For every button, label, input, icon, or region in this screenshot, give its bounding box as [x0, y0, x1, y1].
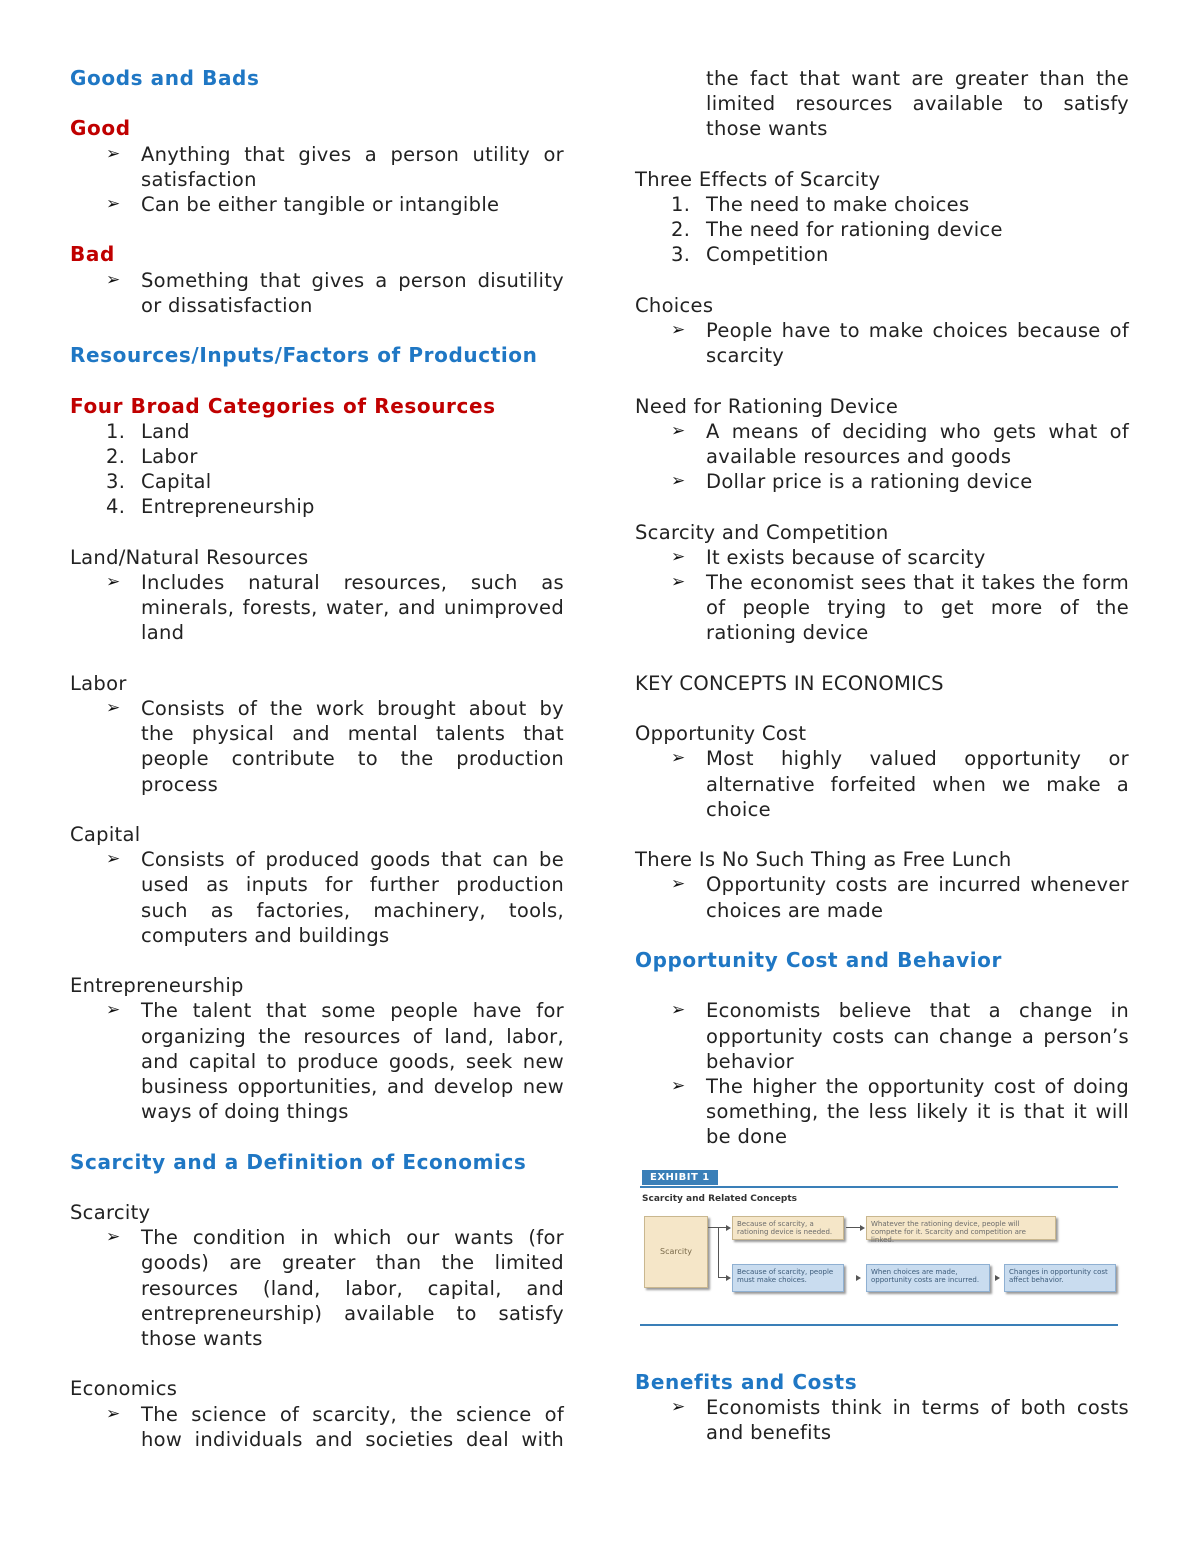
connector-line: [718, 1227, 719, 1277]
free-lunch-list: [635, 872, 1129, 922]
labor-list: [70, 696, 564, 797]
list-item: ➢ Most highly valued opportunity or alternative forfeited when we make a choice: [671, 747, 1129, 821]
arrow-bullet-icon: ➢: [106, 194, 121, 214]
arrow-bullet-icon: ➢: [106, 1403, 121, 1424]
scarcity-list: [70, 1225, 564, 1351]
opportunity-cost-list: [635, 746, 1129, 822]
scarcity-definition-heading: Scarcity and a Definition of Economics: [70, 1149, 527, 1174]
list-item: ➢ The higher the opportunity cost of doing something, the less likely it is that it will be done: [671, 1074, 1129, 1149]
list-item: ➢ The science of scarcity, the science of how individuals and societies deal with: [106, 1402, 564, 1451]
arrow-bullet-icon: ➢: [106, 269, 121, 290]
list-item: ➢ Dollar price is a rationing device: [671, 470, 1033, 494]
connector-line: [718, 1277, 726, 1278]
right-column: [635, 66, 1129, 1445]
arrow-bullet-icon: ➢: [671, 1075, 686, 1096]
list-item: 1. The need to make choices: [671, 193, 970, 216]
opportunity-cost-heading: Opportunity Cost: [635, 722, 807, 746]
list-item: ➢ People have to make choices because of scarcity: [671, 319, 1129, 368]
exhibit-title: Scarcity and Related Concepts: [642, 1193, 798, 1204]
connector-line: [846, 1227, 860, 1228]
list-item: 3. Capital: [106, 470, 212, 494]
labor-heading: Labor: [70, 671, 127, 695]
entrepreneurship-heading: Entrepreneurship: [70, 974, 244, 998]
good-list: [70, 142, 564, 218]
three-effects-list: [635, 192, 1129, 268]
arrow-bullet-icon: ➢: [671, 420, 686, 441]
capital-list: [70, 847, 564, 948]
arrow-head-icon: [726, 1275, 731, 1281]
list-item: 3. Competition: [671, 243, 829, 267]
list-item: ➢ The condition in which our wants (for goods) are greater than the limited resources (land, labor, capital, and entrepreneurship) available to satisfy those wants: [106, 1226, 564, 1350]
list-item: ➢ Includes natural resources, such as minerals, forests, water, and unimproved land: [106, 570, 564, 645]
arrow-bullet-icon: ➢: [671, 546, 686, 567]
list-item: ➢ The talent that some people have for organizing the resources of land, labor, and capital to produce goods, seek new business opportunities, and develop new ways of doing things: [106, 999, 564, 1124]
benefits-heading: Benefits and Costs: [635, 1369, 858, 1394]
competition-heading: Scarcity and Competition: [635, 520, 889, 544]
arrow-bullet-icon: ➢: [671, 748, 686, 769]
list-item: 1. Land: [106, 419, 190, 443]
economics-list: [70, 1402, 564, 1452]
choices-list: [635, 318, 1129, 368]
key-concepts-heading: KEY CONCEPTS IN ECONOMICS: [635, 671, 944, 695]
list-item: ➢ Consists of the work brought about by the physical and mental talents that people contribute to the production process: [106, 696, 564, 796]
left-column: [70, 66, 564, 1452]
resources-heading: Resources/Inputs/Factors of Production: [70, 343, 538, 368]
list-item: ➢ Something that gives a person disutility or dissatisfaction: [106, 268, 564, 317]
list-item: ➢ Economists think in terms of both costs and benefits: [671, 1395, 1129, 1444]
choices-heading: Choices: [635, 293, 714, 317]
arrow-bullet-icon: ➢: [106, 849, 121, 870]
capital-heading: Capital: [70, 822, 141, 846]
competition-list: [635, 545, 1129, 646]
list-item: ➢ Consists of produced goods that can be used as inputs for further production such as factories, machinery, tools, computers and buildings: [106, 848, 564, 947]
arrow-head-icon: [995, 1275, 1000, 1281]
oc-behavior-list: [635, 998, 1129, 1149]
connector-line: [708, 1227, 726, 1228]
list-item: 2. Labor: [106, 444, 198, 468]
arrow-head-icon: [726, 1225, 731, 1231]
arrow-bullet-icon: ➢: [106, 1000, 121, 1021]
list-item: 4. Entrepreneurship: [106, 495, 315, 519]
behavior-box: Changes in opportunity cost affect behavior.: [1004, 1264, 1116, 1292]
arrow-bullet-icon: ➢: [671, 1396, 686, 1417]
free-lunch-heading: There Is No Such Thing as Free Lunch: [635, 848, 1012, 872]
arrow-head-icon: [860, 1225, 865, 1231]
bad-heading: Bad: [70, 242, 115, 267]
arrow-bullet-icon: ➢: [671, 572, 686, 592]
goods-and-bads-heading: Goods and Bads: [70, 66, 260, 90]
compete-box: Whatever the rationing device, people will compete for it. Scarcity and competition are linked.: [866, 1216, 1056, 1240]
benefits-list: [635, 1395, 1129, 1445]
arrow-bullet-icon: ➢: [671, 471, 686, 492]
economics-continued: the fact that want are greater than the limited resources available to satisfy those wants: [706, 67, 1129, 141]
make-choices-box: Because of scarcity, people must make choices.: [732, 1264, 844, 1292]
exhibit-bottom-rule: [640, 1324, 1118, 1326]
list-item: ➢ The economist sees that it takes the form of people trying to get more of the rationing device: [671, 571, 1129, 645]
arrow-bullet-icon: ➢: [671, 320, 686, 340]
oc-behavior-heading: Opportunity Cost and Behavior: [635, 947, 1002, 972]
rationing-list: [635, 419, 1129, 495]
list-item: ➢ Economists believe that a change in opportunity costs can change a person’s behavior: [671, 999, 1129, 1073]
rationing-heading: Need for Rationing Device: [635, 394, 899, 418]
list-item: ➢ A means of deciding who gets what of available resources and goods: [671, 419, 1129, 468]
land-heading: Land/Natural Resources: [70, 545, 309, 569]
arrow-bullet-icon: ➢: [106, 697, 121, 718]
list-item: ➢ Can be either tangible or intangible: [106, 193, 500, 216]
arrow-bullet-icon: ➢: [106, 143, 121, 164]
bad-list: [70, 268, 564, 318]
rationing-needed-box: Because of scarcity, a rationing device is needed.: [732, 1216, 844, 1240]
arrow-head-icon: [856, 1275, 861, 1281]
economics-heading: Economics: [70, 1377, 178, 1401]
list-item: ➢ It exists because of scarcity: [671, 545, 986, 569]
scarcity-heading: Scarcity: [70, 1200, 151, 1224]
good-heading: Good: [70, 116, 131, 141]
costs-incurred-box: When choices are made, opportunity costs are incurred.: [866, 1264, 990, 1292]
arrow-bullet-icon: ➢: [106, 1227, 121, 1248]
arrow-bullet-icon: ➢: [671, 874, 686, 895]
scarcity-box: Scarcity: [644, 1216, 708, 1288]
list-item: ➢ Opportunity costs are incurred whenever choices are made: [671, 873, 1129, 922]
list-item: ➢ Anything that gives a person utility or satisfaction: [106, 142, 564, 191]
arrow-bullet-icon: ➢: [106, 571, 121, 592]
list-item: 2. The need for rationing device: [671, 218, 1003, 242]
exhibit-top-rule: [640, 1186, 1118, 1188]
arrow-bullet-icon: ➢: [671, 1000, 686, 1021]
exhibit-figure: [640, 1164, 1118, 1330]
entrepreneurship-list: [70, 998, 564, 1124]
exhibit-tab: EXHIBIT 1: [642, 1170, 718, 1185]
three-effects-heading: Three Effects of Scarcity: [635, 167, 881, 191]
four-categories-heading: Four Broad Categories of Resources: [70, 393, 496, 418]
four-categories-list: [70, 419, 564, 520]
land-list: [70, 570, 564, 646]
